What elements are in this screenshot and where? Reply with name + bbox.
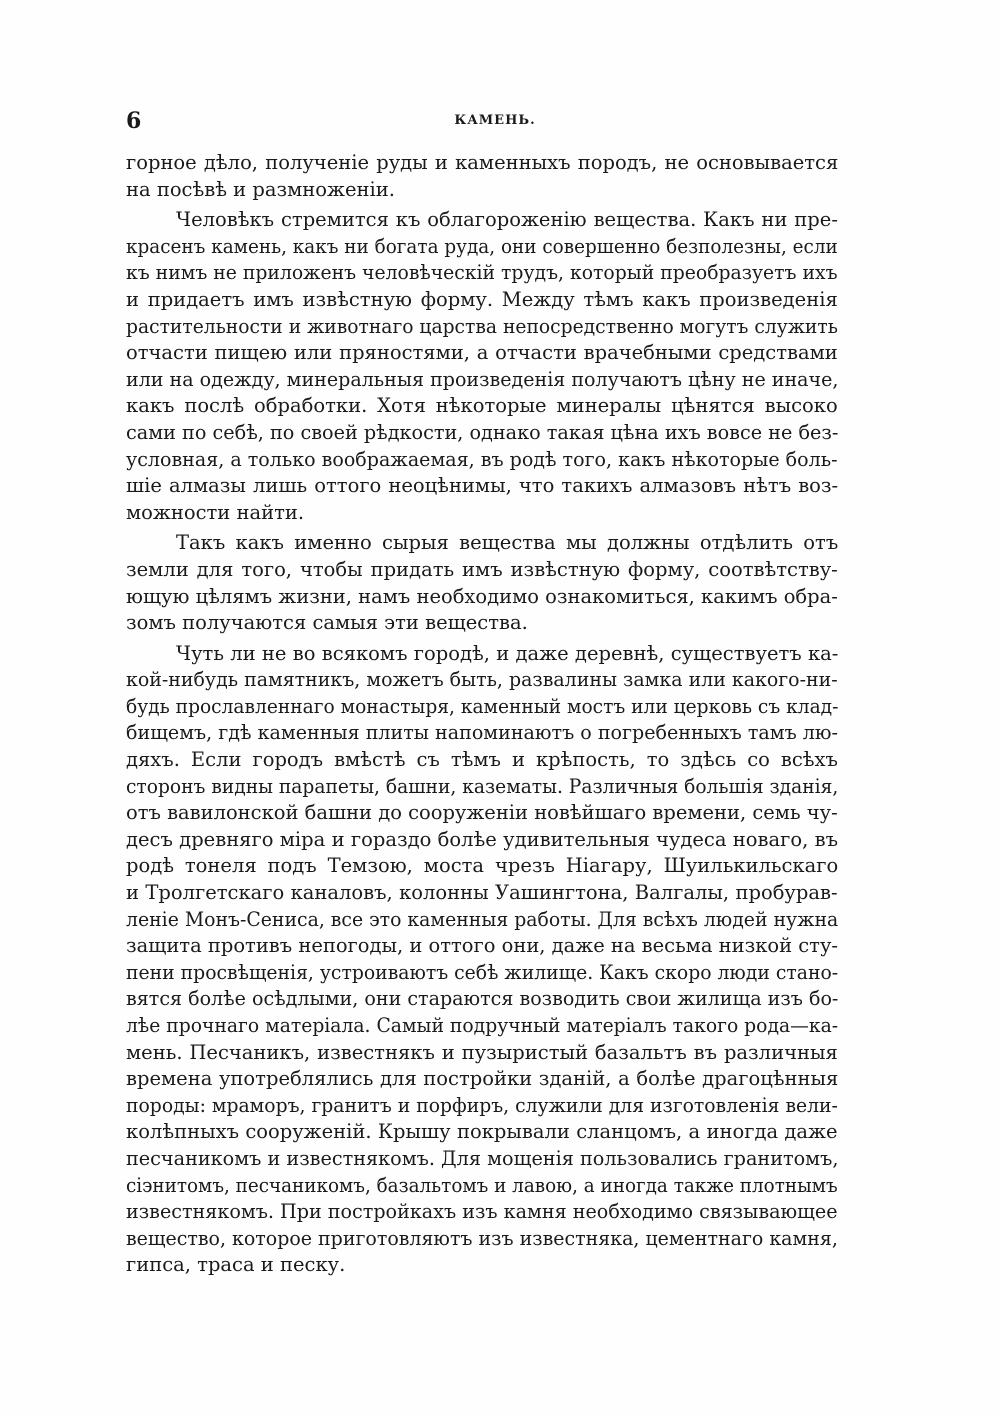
text-line: будь прославленнаго монастыря, каменный мостъ или церковь съ клад- [126, 694, 839, 718]
text-line: известнякомъ. При постройкахъ изъ камня необходимо связывающее [126, 1200, 838, 1224]
text-line: растительности и животнаго царства непосредственно могутъ служить [126, 314, 838, 338]
text-line: леніе Монъ-Сениса, все это каменныя работы. Для всѣхъ людей нужна [126, 907, 839, 931]
text-line: ющую цѣлямъ жизни, намъ необходимо ознакомиться, какимъ обра- [126, 584, 838, 608]
text-line: горное дѣло, полученіе руды и каменныхъ породъ, не основывается [126, 151, 839, 174]
text-line: родѣ тонеля подъ Темзою, моста чрезъ Ніагару, Шуилькильскаго [126, 854, 839, 878]
paragraph [126, 150, 838, 203]
text-line: кой-нибудь памятникъ, можетъ быть, развалины замка или какого-ни- [126, 668, 838, 692]
text-line: десъ древняго міра и гораздо болѣе удивительныя чудеса новаго, въ [126, 827, 838, 851]
text-line: времена употреблялись для постройки зданій, а болѣе драгоцѣнныя [126, 1067, 839, 1091]
text-line: и придаетъ имъ извѣстную форму. Между тѣмъ какъ произведенія [126, 287, 838, 311]
text-line: можности найти. [126, 500, 305, 524]
text-line: породы: мраморъ, гранитъ и порфиръ, служили для изготовленія вели- [126, 1093, 838, 1117]
text-line: отъ вавилонской башни до сооруженіи новѣйшаго времени, семь чу- [126, 801, 838, 825]
text-line: или на одежду, минеральныя произведенія получаютъ цѣну не иначе, [126, 367, 839, 391]
text-line: гипса, траса и песку. [126, 1253, 346, 1277]
text-line: условная, а только воображаемая, въ родѣ того, какъ нѣкоторые боль- [126, 447, 838, 471]
text-line: какъ послѣ обработки. Хотя нѣкоторые минералы цѣнятся высоко [126, 394, 838, 418]
text-line: земли для того, чтобы придать имъ извѣстную форму, соотвѣтству- [126, 557, 838, 581]
text-line: на посѣвѣ и размноженіи. [126, 177, 395, 201]
text-line: Такъ какъ именно сырыя вещества мы должны отдѣлить отъ [176, 531, 839, 555]
text-line: дяхъ. Если городъ вмѣстѣ съ тѣмъ и крѣпость, то здѣсь со всѣхъ [126, 748, 838, 772]
text-line: сторонъ видны парапеты, башни, казематы. Различныя большія зданія, [126, 774, 839, 798]
text-line: вятся болѣе осѣдлыми, они стараются возводить свои жилища изъ бо- [126, 987, 839, 1011]
text-line: вещество, которое приготовляютъ изъ известняка, цементнаго камня, [126, 1226, 838, 1250]
text-line: красенъ камень, какъ ни богата руда, они совершенно безполезны, если [126, 234, 838, 258]
text-line: къ нимъ не приложенъ человѣческій трудъ, который преобразуетъ ихъ [126, 261, 838, 285]
body-text [126, 150, 838, 1279]
text-line: мень. Песчаникъ, известнякъ и пузыристый базальтъ въ различныя [126, 1040, 838, 1064]
page-number: 6 [126, 108, 142, 134]
text-line: шіе алмазы лишь оттого неоцѣнимы, что такихъ алмазовъ нѣтъ воз- [126, 474, 839, 498]
text-line: сіэнитомъ, песчаникомъ, базальтомъ и лавою, а иногда также плотнымъ [126, 1173, 838, 1197]
text-line: колѣпныхъ сооруженій. Крышу покрывали сланцомъ, а иногда даже [126, 1120, 838, 1144]
paragraph [126, 207, 838, 526]
text-line: сами по себѣ, по своей рѣдкости, однако такая цѣна ихъ вовсе не без- [126, 420, 839, 444]
text-line: зомъ получаются самыя эти вещества. [126, 611, 528, 635]
text-line: защита противъ непогоды, и оттого они, даже на весьма низкой сту- [126, 934, 838, 958]
page-header [126, 104, 838, 138]
paragraph [126, 641, 838, 1279]
text-line: Человѣкъ стремится къ облагороженію вещества. Какъ ни пре- [176, 208, 838, 232]
text-line: бищемъ, гдѣ каменныя плиты напоминаютъ о погребенныхъ тамъ лю- [126, 721, 838, 745]
paragraph [126, 530, 838, 636]
text-line: пени просвѣщенія, устроиваютъ себѣ жилище. Какъ скоро люди стано- [126, 960, 839, 984]
running-title: КАМЕНЬ. [454, 113, 536, 128]
text-line: лѣе прочнаго матеріала. Самый подручный матеріалъ такого рода—ка- [126, 1014, 839, 1037]
text-line: и Тролгетскаго каналовъ, колонны Уашингтона, Валгалы, пробурав- [126, 881, 838, 905]
text-line: отчасти пищею или пряностями, а отчасти врачебными средствами [126, 341, 838, 365]
text-line: песчаникомъ и известнякомъ. Для мощенія пользовались гранитомъ, [126, 1146, 839, 1170]
text-line: Чуть ли не во всякомъ городѣ, и даже деревнѣ, существуетъ ка- [176, 641, 839, 665]
